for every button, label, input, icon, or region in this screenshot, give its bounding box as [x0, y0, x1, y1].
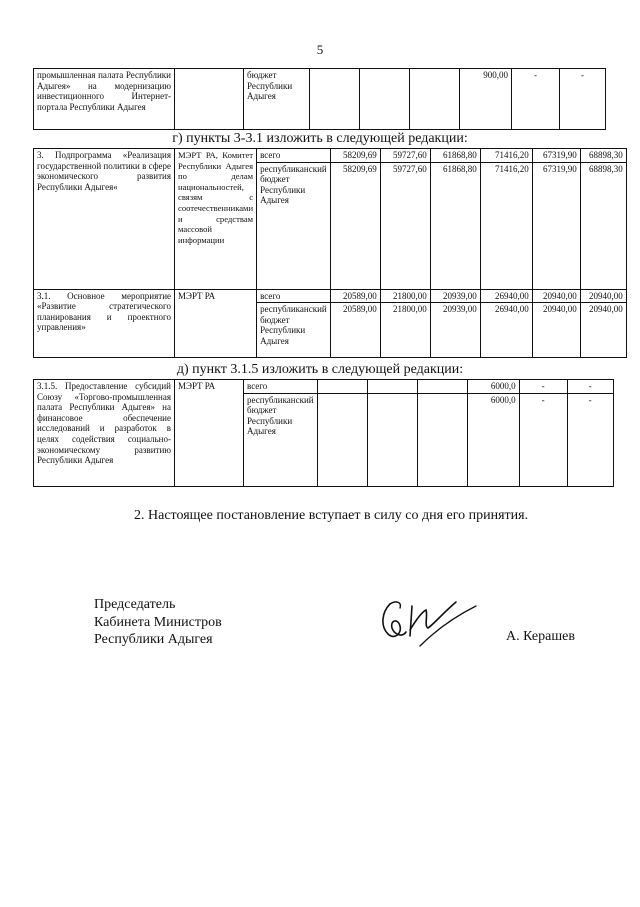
- activity-description: 3.1. Основное мероприятие «Развитие стратегического планирования и проектного управления»: [34, 289, 175, 358]
- value-cell: 900,00: [460, 69, 512, 130]
- value-cell: [310, 69, 360, 130]
- value-cell: -: [567, 393, 613, 486]
- executor-cell: МЭРТ РА, Комитет Республики Адыгея по делам национальностей, связям с соотечественниками и средствам массовой информации: [175, 149, 257, 290]
- value-cell: 71416,20: [480, 149, 532, 163]
- signatory-title-line: Кабинета Министров: [94, 614, 222, 630]
- value-cell: 71416,20: [480, 162, 532, 289]
- funding-source-total: всего: [257, 149, 331, 163]
- table-item-3-1-5: [33, 379, 614, 487]
- value-cell: [417, 380, 467, 394]
- activity-description: промышленная палата Республики Адыгея» на модернизацию инвестиционного Интернет-портала Республики Адыгея: [34, 69, 175, 130]
- funding-source-budget: республиканский бюджет Республики Адыгея: [244, 393, 318, 486]
- value-cell: -: [567, 380, 613, 394]
- value-cell: 59727,60: [380, 162, 430, 289]
- value-cell: -: [519, 393, 567, 486]
- signatory-title-line: Председатель: [94, 597, 176, 612]
- section-heading-d: д) пункт 3.1.5 изложить в следующей редакции:: [176, 362, 464, 377]
- value-cell: 20940,00: [580, 289, 626, 303]
- value-cell: 61868,80: [430, 149, 480, 163]
- activity-description: 3. Подпрограмма «Реализация государственной политики в сфере экономического развития Республики Адыгея«: [34, 149, 175, 290]
- funding-source: бюджет Республики Адыгея: [244, 69, 310, 130]
- decree-paragraph: 2. Настоящее постановление вступает в силу со дня его принятия.: [134, 508, 529, 523]
- funding-source-total: всего: [244, 380, 318, 394]
- value-cell: 21800,00: [380, 289, 430, 303]
- value-cell: -: [512, 69, 560, 130]
- value-cell: 58209,69: [330, 162, 380, 289]
- signatory-title: [94, 596, 222, 649]
- value-cell: -: [519, 380, 567, 394]
- value-cell: [317, 393, 367, 486]
- value-cell: [360, 69, 410, 130]
- value-cell: 26940,00: [480, 303, 532, 358]
- value-cell: 20939,00: [430, 289, 480, 303]
- handwritten-signature: [376, 590, 486, 650]
- value-cell: [317, 380, 367, 394]
- activity-description: 3.1.5. Предоставление субсидий Союзу «Торгово-промышленная палата Республики Адыгея» на финансовое обеспечение исследований и разработок в целях содействия социально-экономическому развитию Республики Адыгея: [34, 380, 175, 487]
- table-row: [34, 380, 614, 394]
- funding-source-budget: республиканский бюджет Республики Адыгея: [257, 303, 331, 358]
- executor-cell: МЭРТ РА: [175, 380, 244, 487]
- value-cell: -: [560, 69, 606, 130]
- table-row: [34, 149, 627, 163]
- value-cell: 20940,00: [580, 303, 626, 358]
- table-continuation: [33, 68, 606, 130]
- value-cell: 20940,00: [532, 303, 580, 358]
- table-subprogram: [33, 148, 627, 358]
- value-cell: 68898,30: [580, 162, 626, 289]
- value-cell: [367, 393, 417, 486]
- executor-cell: МЭРТ РА: [175, 289, 257, 358]
- value-cell: 21800,00: [380, 303, 430, 358]
- value-cell: [367, 380, 417, 394]
- value-cell: 67319,90: [532, 149, 580, 163]
- section-heading-g: г) пункты 3-3.1 изложить в следующей редакции:: [172, 131, 468, 146]
- value-cell: 58209,69: [330, 149, 380, 163]
- page-number: 5: [316, 42, 324, 57]
- value-cell: [410, 69, 460, 130]
- value-cell: 20589,00: [330, 289, 380, 303]
- funding-source-budget: республиканский бюджет Республики Адыгея: [257, 162, 331, 289]
- funding-source-total: всего: [257, 289, 331, 303]
- signatory-name: А. Керашев: [506, 629, 575, 644]
- value-cell: 20589,00: [330, 303, 380, 358]
- table-row: [34, 289, 627, 303]
- value-cell: 20939,00: [430, 303, 480, 358]
- value-cell: 6000,0: [467, 380, 519, 394]
- executor-cell: [175, 69, 244, 130]
- value-cell: 67319,90: [532, 162, 580, 289]
- value-cell: 6000,0: [467, 393, 519, 486]
- signatory-title-line: Республики Адыгея: [94, 632, 213, 647]
- value-cell: 26940,00: [480, 289, 532, 303]
- value-cell: 68898,30: [580, 149, 626, 163]
- table-row: [34, 69, 606, 130]
- value-cell: 61868,80: [430, 162, 480, 289]
- value-cell: 20940,00: [532, 289, 580, 303]
- value-cell: [417, 393, 467, 486]
- value-cell: 59727,60: [380, 149, 430, 163]
